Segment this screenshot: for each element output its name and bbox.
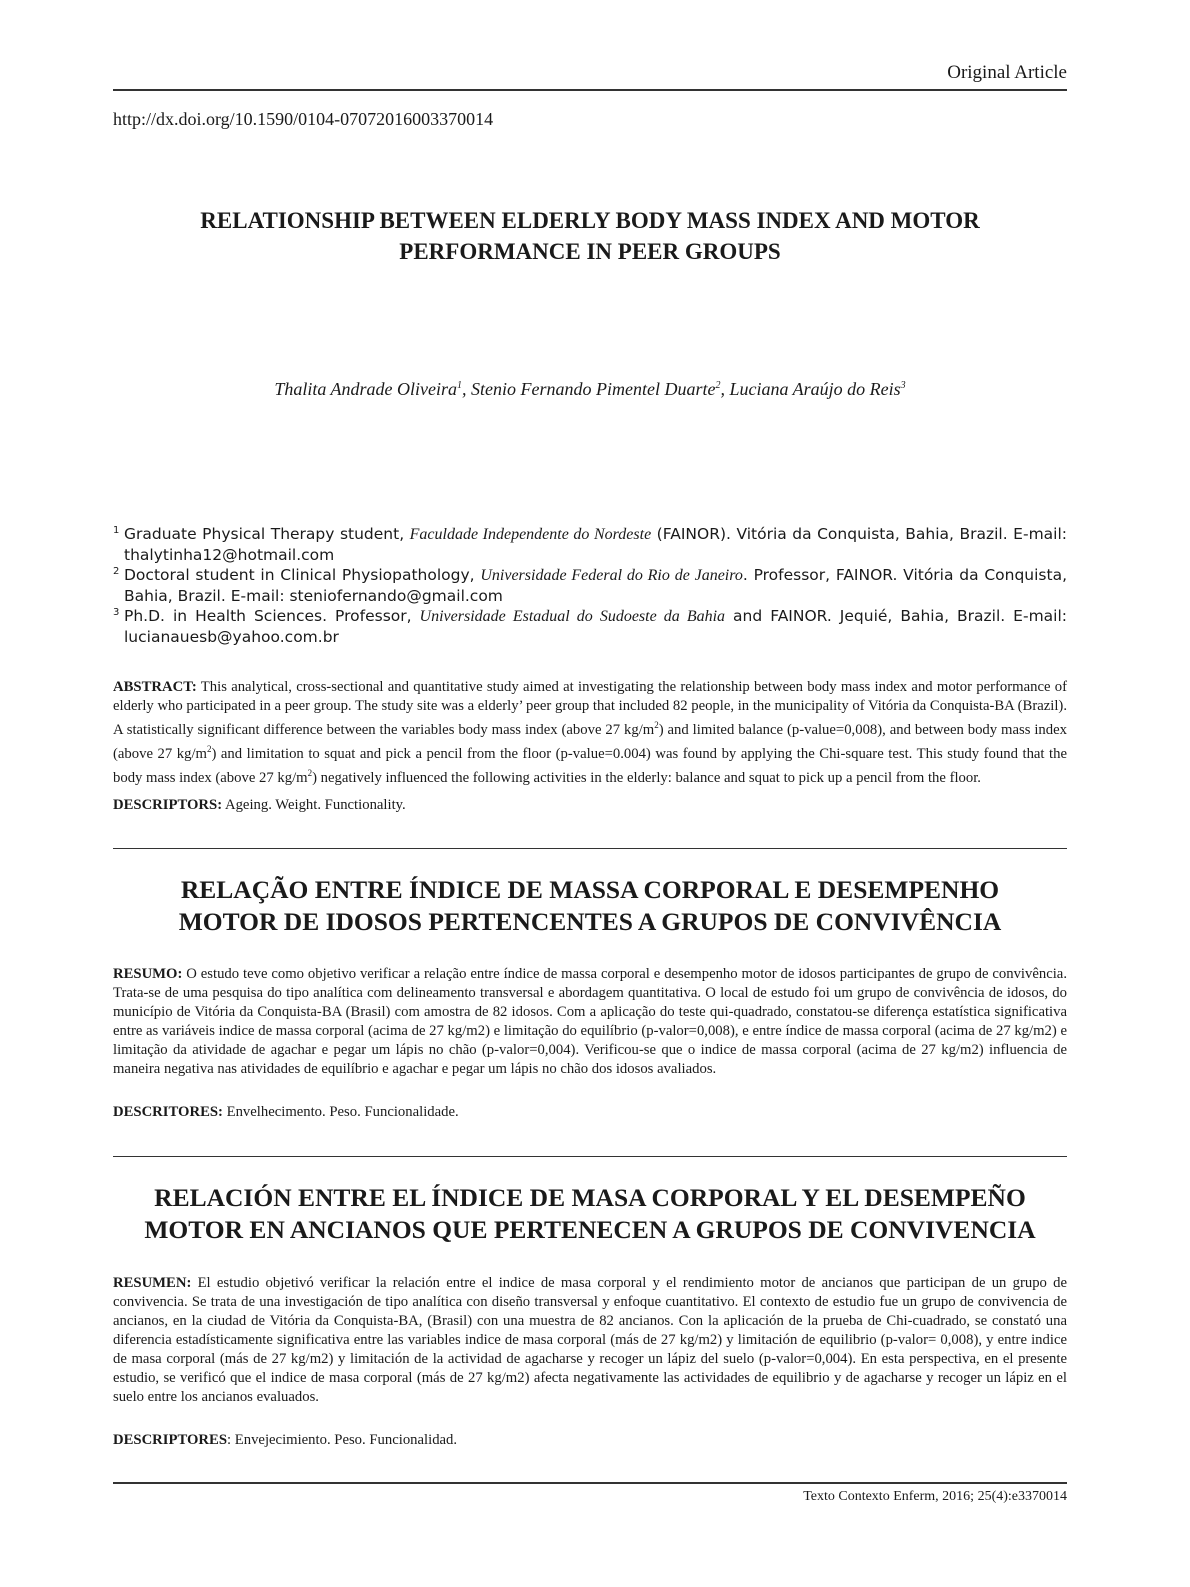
section-label: Original Article [947, 62, 1067, 83]
footnote-text: . Professor, FAINOR. Vitória da Conquista, Bahia, Brazil. E-mail: steniofernando@gmail.com [124, 566, 1067, 605]
descriptors-es [113, 1432, 1067, 1449]
abstract-pt [113, 965, 1067, 1079]
title-en-line-1: RELATIONSHIP BETWEEN ELDERLY BODY MASS INDEX AND MOTOR [200, 208, 980, 233]
footnote-2 [113, 565, 1067, 606]
section-divider [113, 848, 1067, 849]
footnote-text: Graduate Physical Therapy student, [124, 525, 410, 543]
institution-name: Universidade Estadual do Sudoeste da Bahia [419, 608, 726, 625]
doi-link[interactable]: http://dx.doi.org/10.1590/0104-07072016003370014 [113, 109, 494, 129]
abstract-text: ) negatively influenced the following activities in the elderly: balance and squat to pick up a pencil from the floor. [312, 769, 981, 786]
abstract-text: This analytical, cross-sectional and quantitative study aimed at investigating the relationship between body mass index and motor performance of elderly who participated in a peer group. The study site was a elderly’ peer group that included 82 people, in the municipality of Vitória da Conquista-BA (Brazil). A statistically significant difference between the variables body mass index (above 27 kg/m [113, 679, 1067, 738]
footnote-3 [113, 606, 1067, 647]
footnote-number: 2 [113, 566, 120, 577]
author-1-affiliation: 1 [457, 380, 463, 391]
descritores-label: DESCRITORES: [113, 1104, 223, 1120]
footnote-text: (FAINOR). Vitória da Conquista, Bahia, Brazil. E-mail: thalytinha12@hotmail.com [124, 525, 1067, 564]
descriptors-text: Ageing. Weight. Functionality. [222, 797, 406, 813]
author-1: Thalita Andrade Oliveira [274, 379, 458, 399]
abstract-es [113, 1274, 1067, 1407]
section-divider [113, 1156, 1067, 1157]
footnote-1 [113, 524, 1067, 565]
article-title-es [113, 1182, 1067, 1246]
article-title-pt [113, 874, 1067, 938]
descriptores-text: : Envejecimiento. Peso. Funcionalidad. [227, 1432, 458, 1448]
descriptors-label: DESCRIPTORS: [113, 797, 223, 813]
descriptors-pt [113, 1104, 1067, 1121]
affiliation-footnotes [113, 524, 1067, 647]
author-3-affiliation: 3 [900, 380, 906, 391]
title-pt-line-2: MOTOR DE IDOSOS PERTENCENTES A GRUPOS DE CONVIVÊNCIA [178, 907, 1002, 936]
resumo-text: O estudo teve como objetivo verificar a relação entre índice de massa corporal e desempenho motor de idosos participantes de grupo de convivência. Trata-se de uma pesquisa do tipo analítica com delineamento transversal e abordagem quantitativa. O local de estudo foi um grupo de convivência de idosos, do município de Vitória da Conquista-BA (Brasil) com amostra de 82 idosos. Com a aplicação do teste qui-quadrado, constatou-se diferença estatística significativa entre as variáveis indice de massa corporal (acima de 27 kg/m2) e limitação do equilíbrio (p-valor=0,008), e entre índice de massa corporal (acima de 27 kg/m2) e limitação da atividade de agachar e pegar um lápis no chão (p-valor=0,004). Verificou-se que o indice de massa corporal (acima de 27 kg/m2) influencia de maneira negativa nas atividades de equilíbrio e agachar e pegar um lápis no chão dos idosos avaliados. [113, 966, 1067, 1077]
abstract-label: ABSTRACT: [113, 679, 197, 695]
article-title-en [113, 205, 1067, 267]
title-es-line-2: MOTOR EN ANCIANOS QUE PERTENECEN A GRUPOS DE CONVIVENCIA [144, 1215, 1036, 1244]
footnote-text: Ph.D. in Health Sciences. Professor, [124, 607, 420, 625]
title-en-line-2: PERFORMANCE IN PEER GROUPS [399, 239, 781, 264]
footnote-text: Doctoral student in Clinical Physiopathology, [124, 566, 481, 584]
resumo-label: RESUMO: [113, 966, 183, 982]
footer-rule [113, 1482, 1067, 1484]
footnote-number: 1 [113, 525, 120, 536]
superscript: 2 [654, 720, 659, 730]
descriptores-label: DESCRIPTORES [113, 1432, 228, 1448]
superscript: 2 [206, 743, 212, 754]
footnote-number: 3 [113, 607, 120, 618]
header-rule [113, 89, 1067, 91]
author-3: Luciana Araújo do Reis [729, 379, 901, 399]
footnote-text: and FAINOR. Jequié, Bahia, Brazil. E-mail: lucianauesb@yahoo.com.br [124, 607, 1067, 646]
author-2-affiliation: 2 [715, 380, 721, 391]
superscript: 2 [307, 767, 313, 778]
journal-citation: Texto Contexto Enferm, 2016; 25(4):e3370014 [803, 1489, 1067, 1504]
title-es-line-1: RELACIÓN ENTRE EL ÍNDICE DE MASA CORPORAL Y EL DESEMPEÑO [154, 1183, 1026, 1212]
author-separator: , [720, 379, 730, 399]
institution-name: Universidade Federal do Rio de Janeiro [480, 567, 743, 584]
author-separator: , [462, 379, 472, 399]
author-2: Stenio Fernando Pimentel Duarte [471, 379, 716, 399]
resumen-text: El estudio objetivó verificar la relación entre el indice de masa corporal y el rendimiento motor de ancianos que participan de un grupo de convivencia. Se trata de una investigación de tipo analítica con diseño transversal y enfoque cuantitativo. El contexto de estudio fue un grupo de convivencia de ancianos, en la ciudad de Vitória da Conquista-BA, (Brasil) con una muestra de 82 ancianos. Con la aplicación de la prueba de Chi-cuadrado, se constató una diferencia estadísticamente significativa entre las variables indice de masa corporal (más de 27 kg/m2) y limitación de equilibrio (p-valor= 0,008), y entre indice de masa corporal (más de 27 kg/m2) y limitación de la actividad de agacharse y recoger un lápiz del suelo (p-valor=0,004). En esta perspectiva, en el presente estudio, se verificó que el indice de masa corporal (más de 27 kg/m2) afecta negativamente las actividades de equilibrio y de agacharse y recoger un lápiz en el suelo entre los ancianos evaluados. [113, 1275, 1067, 1405]
abstract-text: ) and limited balance (p-value=0,008), and between body mass index (above 27 kg/m [113, 721, 1067, 762]
institution-name: Faculdade Independente do Nordeste [409, 526, 652, 543]
abstract-en [113, 678, 1067, 788]
resumen-label: RESUMEN: [113, 1275, 192, 1291]
descriptors-en [113, 797, 1067, 814]
abstract-text: ) and limitation to squat and pick a pencil from the floor (p-value=0.004) was found by applying the Chi-square test. This study found that the body mass index (above 27 kg/m [113, 745, 1068, 786]
descritores-text: Envelhecimento. Peso. Funcionalidade. [222, 1104, 459, 1120]
author-list [113, 379, 1067, 400]
title-pt-line-1: RELAÇÃO ENTRE ÍNDICE DE MASSA CORPORAL E DESEMPENHO [180, 875, 1000, 904]
